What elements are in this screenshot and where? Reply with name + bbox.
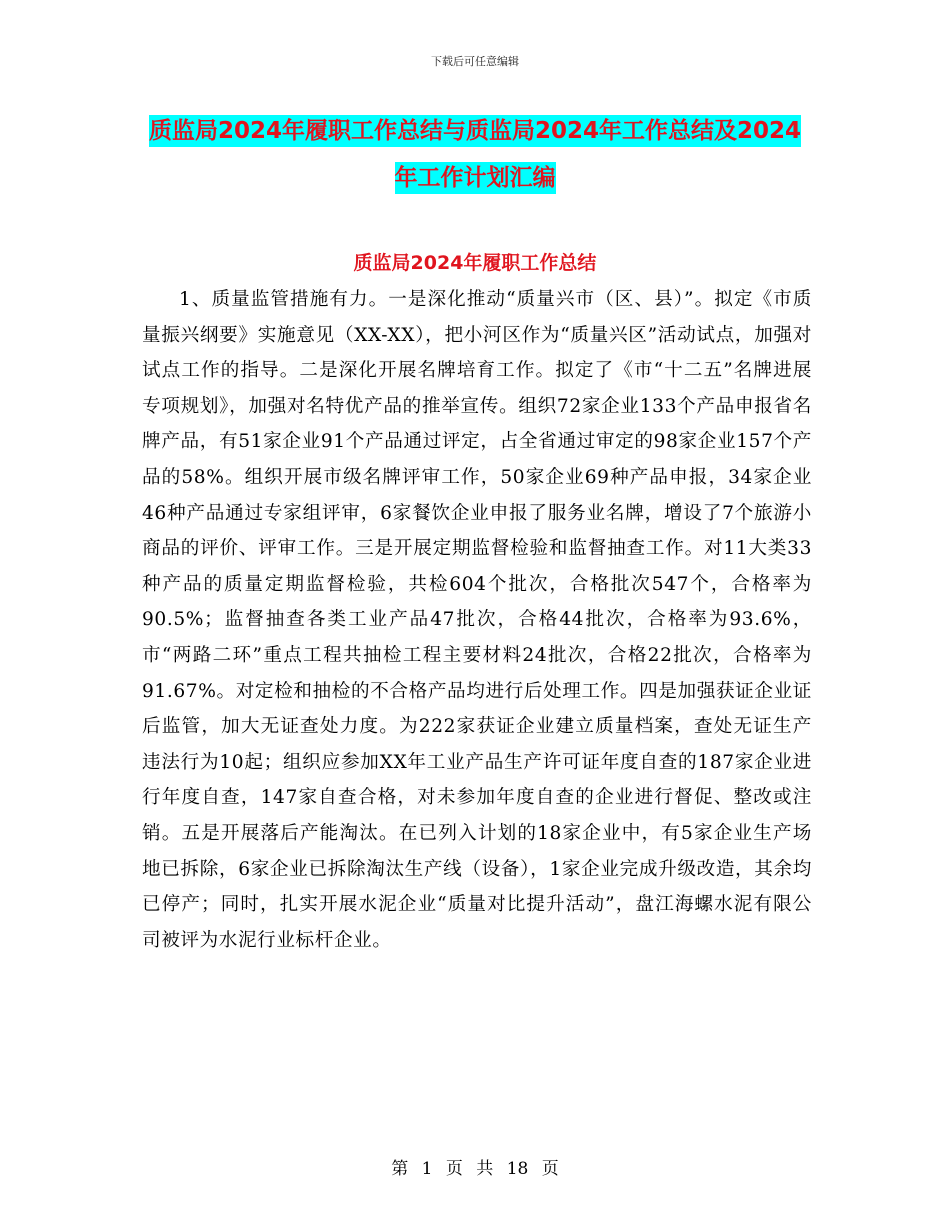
- document-title: [145, 108, 805, 202]
- page-indicator: 第 1 页 共 18 页: [391, 1159, 559, 1179]
- section-title: 质监局2024年履职工作总结: [353, 252, 597, 274]
- body-paragraph: 1、质量监管措施有力。一是深化推动“质量兴市（区、县）”。拟定《市质量振兴纲要》实施意见（XX-XX），把小河区作为“质量兴区”活动试点，加强对试点工作的指导。二是深化开展名牌培育工作。拟定了《市“十二五”名牌进展专项规划》，加强对名特优产品的推举宣传。组织72家企业133个产品申报省名牌产品，有51家企业91个产品通过评定，占全省通过审定的98家企业157个产品的58%。组织开展市级名牌评审工作，50家企业69种产品申报，34家企业46种产品通过专家组评审，6家餐饮企业申报了服务业名牌，增设了7个旅游小商品的评价、评审工作。三是开展定期监督检验和监督抽查工作。对11大类33种产品的质量定期监督检验，共检604个批次，合格批次547个，合格率为90.5%；监督抽查各类工业产品47批次，合格44批次，合格率为93.6%，市“两路二环”重点工程共抽检工程主要材料24批次，合格22批次，合格率为91.67%。对定检和抽检的不合格产品均进行后处理工作。四是加强获证企业证后监管，加大无证查处力度。为222家获证企业建立质量档案，查处无证生产违法行为10起；组织应参加XX年工业产品生产许可证年度自查的187家企业进行年度自查，147家自查合格，对未参加年度自查的企业进行督促、整改或注销。五是开展落后产能淘汰。在已列入计划的18家企业中，有5家企业生产场地已拆除，6家企业已拆除淘汰生产线（设备），1家企业完成升级改造，其余均已停产；同时，扎实开展水泥企业“质量对比提升活动”，盘江海螺水泥有限公司被评为水泥行业标杆企业。: [142, 289, 812, 951]
- header-note: 下载后可任意编辑: [431, 55, 519, 68]
- document-title-text: 质监局2024年履职工作总结与质监局2024年工作总结及2024年工作计划汇编: [149, 115, 801, 194]
